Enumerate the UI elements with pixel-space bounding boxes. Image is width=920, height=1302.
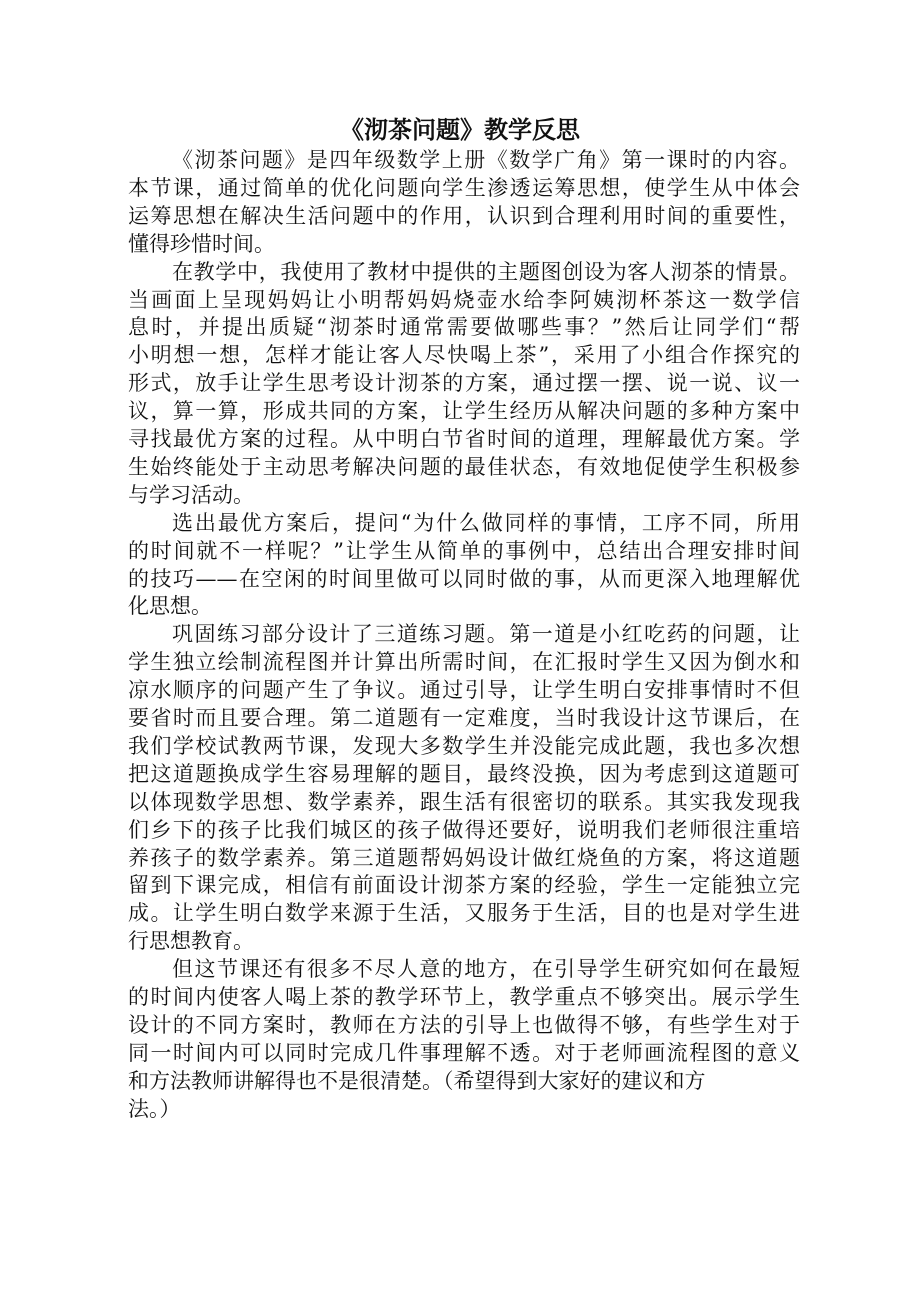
text-line: 留到下课完成，相信有前面设计沏茶方案的经验，学生一定能独立完 bbox=[128, 873, 800, 898]
text-line: 成。让学生明白数学来源于生活，又服务于生活，目的也是对学生进 bbox=[128, 901, 800, 926]
text-line: 运筹思想在解决生活问题中的作用，认识到合理利用时间的重要性， bbox=[128, 203, 800, 228]
text-line: 懂得珍惜时间。 bbox=[128, 231, 275, 256]
text-line: 的技巧——在空闲的时间里做可以同时做的事，从而更深入地理解优 bbox=[128, 566, 800, 591]
text-line: 议，算一算，形成共同的方案，让学生经历从解决问题的多种方案中 bbox=[128, 399, 800, 424]
text-line: 选出最优方案后，提问“为什么做同样的事情，工序不同，所用 bbox=[172, 510, 800, 535]
text-line: 小明想一想，怎样才能让客人尽快喝上茶”，采用了小组合作探究的 bbox=[128, 343, 800, 368]
text-line: 和方法教师讲解得也不是很清楚。（希望得到大家好的建议和方 bbox=[128, 1068, 706, 1093]
text-line: 同一时间内可以同时完成几件事理解不透。对于老师画流程图的意义 bbox=[128, 1040, 800, 1065]
text-line: 养孩子的数学素养。第三道题帮妈妈设计做红烧鱼的方案，将这道题 bbox=[128, 845, 800, 870]
text-line: 的时间内使客人喝上茶的教学环节上，教学重点不够突出。展示学生 bbox=[128, 985, 800, 1009]
text-line: 《沏茶问题》是四年级数学上册《数学广角》第一课时的内容。 bbox=[172, 148, 800, 172]
text-line: 们乡下的孩子比我们城区的孩子做得还要好，说明我们老师很注重培 bbox=[128, 817, 800, 842]
text-line: 的时间就不一样呢？”让学生从简单的事例中，总结出合理安排时间 bbox=[128, 538, 800, 563]
text-line: 要省时而且要合理。第二道题有一定难度，当时我设计这节课后，在 bbox=[128, 706, 800, 730]
text-line: 形式，放手让学生思考设计沏茶的方案，通过摆一摆、说一说、议一 bbox=[128, 371, 800, 396]
document-title: 《沏茶问题》教学反思 bbox=[340, 115, 580, 144]
text-line: 我们学校试教两节课，发现大多数学生并没能完成此题，我也多次想 bbox=[128, 733, 800, 758]
text-line: 法。） bbox=[128, 1096, 181, 1121]
text-line: 生始终能处于主动思考解决问题的最佳状态，有效地促使学生积极参 bbox=[128, 454, 800, 479]
text-line: 以体现数学思想、数学素养，跟生活有很密切的联系。其实我发现我 bbox=[128, 789, 800, 814]
text-line: 学生独立绘制流程图并计算出所需时间，在汇报时学生又因为倒水和 bbox=[128, 650, 800, 675]
text-line: 化思想。 bbox=[128, 594, 212, 619]
text-line: 在教学中，我使用了教材中提供的主题图创设为客人沏茶的情景。 bbox=[172, 259, 800, 284]
text-line: 息时，并提出质疑“沏茶时通常需要做哪些事？”然后让同学们“帮 bbox=[128, 315, 800, 340]
text-line: 当画面上呈现妈妈让小明帮妈妈烧壶水给李阿姨沏杯茶这一数学信 bbox=[128, 287, 800, 312]
text-line: 把这道题换成学生容易理解的题目，最终没换，因为考虑到这道题可 bbox=[128, 761, 800, 786]
text-line: 寻找最优方案的过程。从中明白节省时间的道理，理解最优方案。学 bbox=[128, 427, 800, 451]
text-line: 与学习活动。 bbox=[128, 482, 254, 507]
text-line: 凉水顺序的问题产生了争议。通过引导，让学生明白安排事情时不但 bbox=[128, 678, 800, 703]
text-line: 巩固练习部分设计了三道练习题。第一道是小红吃药的问题，让 bbox=[172, 622, 800, 647]
text-line: 行思想教育。 bbox=[128, 929, 254, 954]
text-line: 设计的不同方案时，教师在方法的引导上也做得不够，有些学生对于 bbox=[128, 1012, 800, 1037]
text-line: 但这节课还有很多不尽人意的地方，在引导学生研究如何在最短 bbox=[172, 957, 800, 982]
text-line: 本节课，通过简单的优化问题向学生渗透运筹思想，使学生从中体会 bbox=[128, 175, 800, 200]
